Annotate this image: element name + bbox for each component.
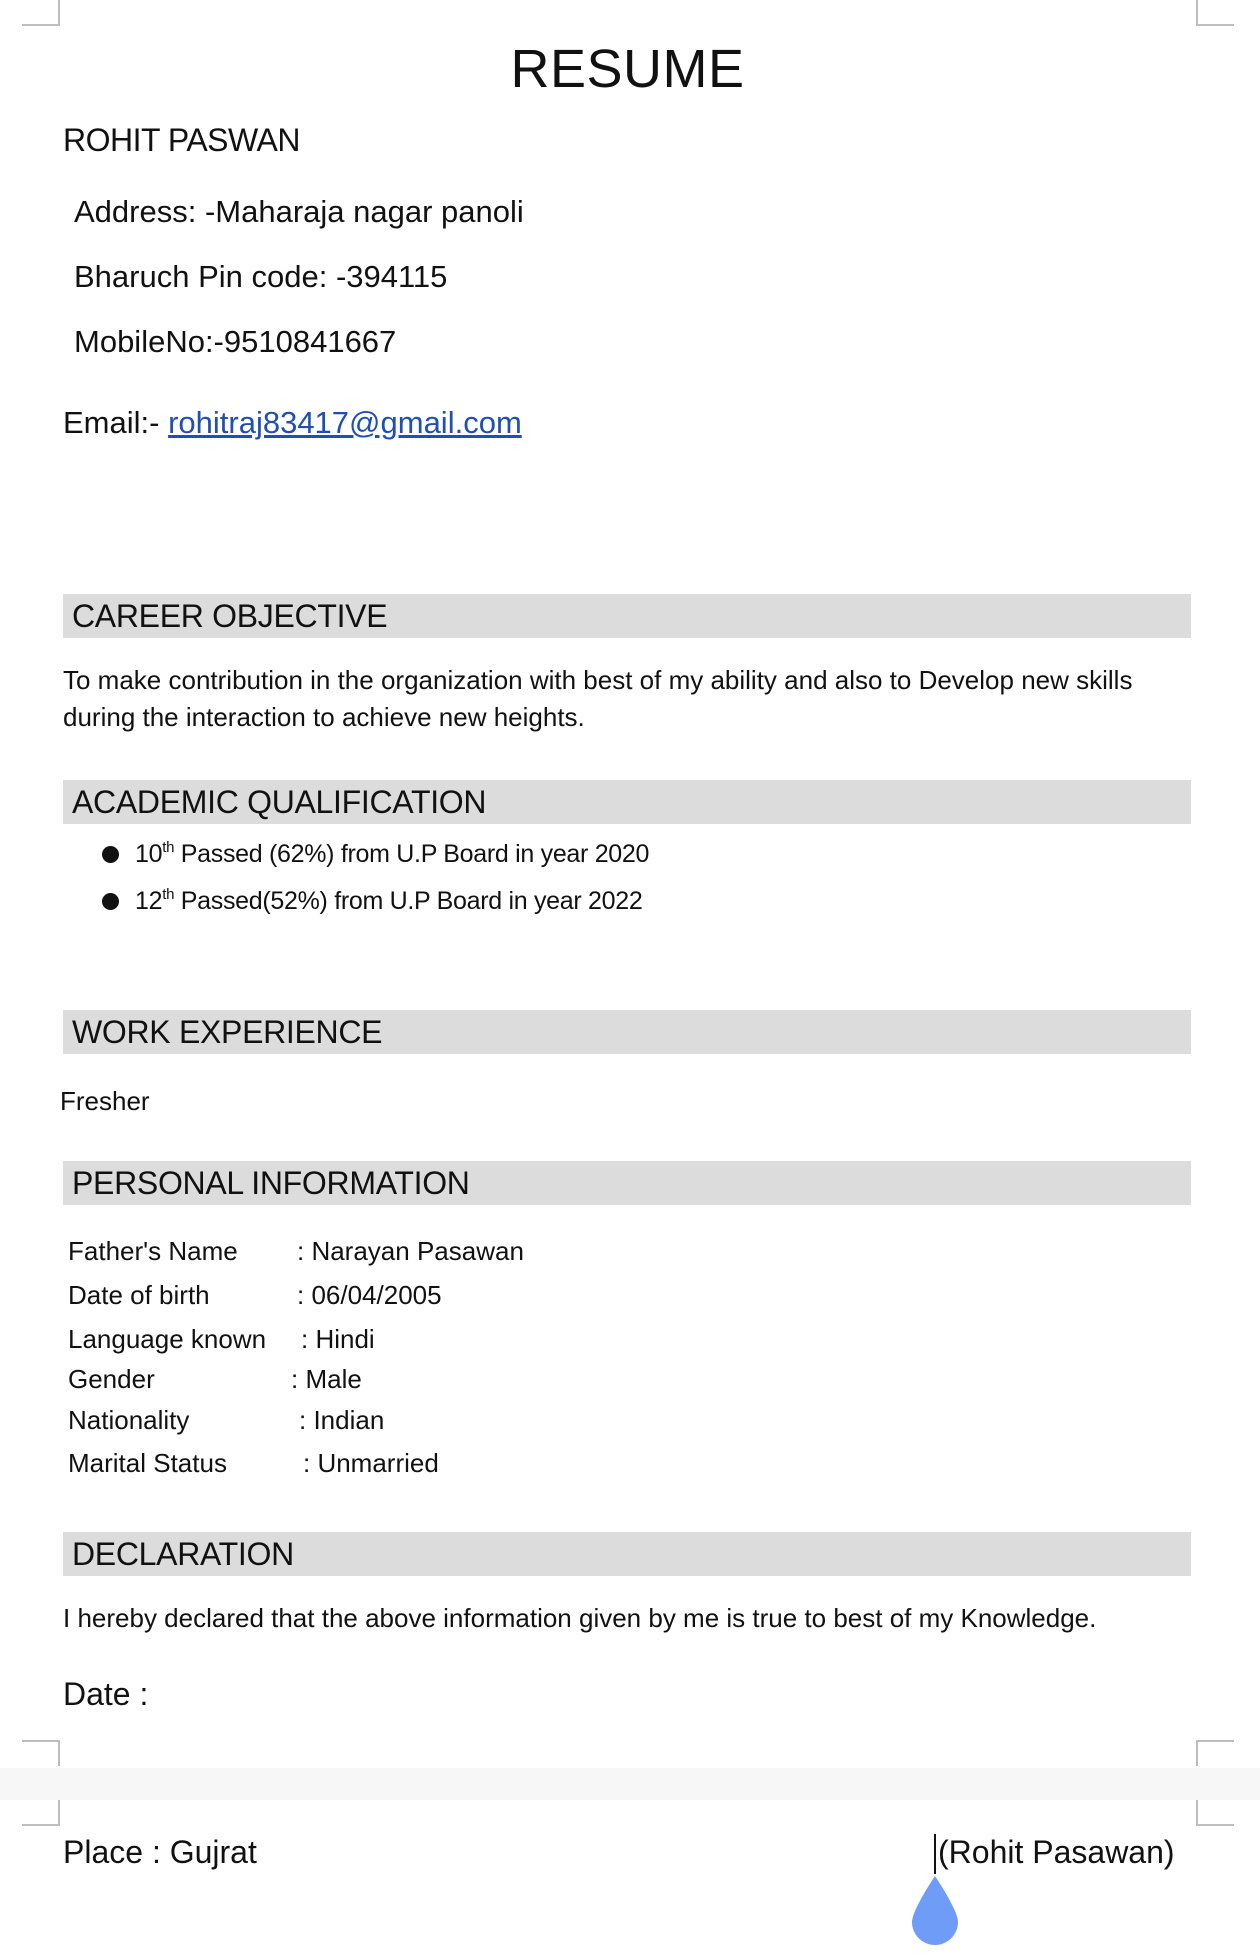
- bullet-point: [102, 846, 119, 863]
- section-title: DECLARATION: [72, 1536, 294, 1572]
- candidate-name: ROHIT PASWAN: [63, 122, 300, 158]
- bullet-point: [102, 893, 119, 910]
- mobile-line: MobileNo:-9510841667: [74, 324, 397, 359]
- personal-info-value: : Indian: [299, 1405, 385, 1435]
- section-header-work-experience: [63, 1010, 1191, 1054]
- work-experience-value: Fresher: [60, 1086, 150, 1116]
- career-objective-line-2: during the interaction to achieve new heights.: [63, 702, 585, 732]
- section-header-declaration: [63, 1532, 1191, 1576]
- date-label: Date :: [63, 1676, 149, 1712]
- personal-info-label: Language known: [68, 1324, 267, 1354]
- personal-info-value: : Unmarried: [303, 1448, 439, 1478]
- section-header-personal-information: [63, 1161, 1191, 1205]
- personal-info-value: : 06/04/2005: [297, 1280, 442, 1310]
- section-header-academic: [63, 780, 1191, 824]
- text-cursor-handle-icon[interactable]: [910, 1874, 960, 1946]
- career-objective-line-1: To make contribution in the organization with best of my ability and also to Develop new skills: [63, 665, 1133, 695]
- page-corner-mark: [1196, 0, 1234, 26]
- personal-info-label: Gender: [68, 1364, 155, 1394]
- declaration-text: I hereby declared that the above information given by me is true to best of my Knowledge.: [63, 1603, 1097, 1633]
- email-line: [63, 405, 522, 441]
- section-title: ACADEMIC QUALIFICATION: [72, 784, 487, 820]
- document-title: RESUME: [510, 39, 745, 99]
- page-corner-mark: [22, 1740, 60, 1766]
- section-title: WORK EXPERIENCE: [72, 1014, 383, 1050]
- page-corner-mark: [22, 1800, 60, 1826]
- city-pin-line: Bharuch Pin code: -394115: [74, 259, 448, 294]
- section-title: CAREER OBJECTIVE: [72, 598, 388, 634]
- personal-info-value: : Male: [291, 1364, 362, 1394]
- signature-name: (Rohit Pasawan): [938, 1834, 1175, 1870]
- personal-info-label: Nationality: [68, 1405, 190, 1435]
- email-link[interactable]: rohitraj83417@gmail.com: [168, 405, 522, 440]
- qualification-item: 10th Passed (62%) from U.P Board in year 2020: [135, 839, 650, 868]
- qualification-item: 12th Passed(52%) from U.P Board in year 2022: [135, 886, 643, 915]
- place-line: Place : Gujrat: [63, 1834, 257, 1870]
- section-header-career-objective: [63, 594, 1191, 638]
- page-corner-mark: [22, 0, 60, 26]
- personal-info-value: : Hindi: [301, 1324, 375, 1354]
- page-corner-mark: [1196, 1740, 1234, 1766]
- page-corner-mark: [1196, 1800, 1234, 1826]
- personal-info-label: Father's Name: [68, 1236, 238, 1266]
- resume-page-2: [0, 1800, 1260, 1960]
- personal-info-label: Date of birth: [68, 1280, 210, 1310]
- email-label: Email:-: [63, 405, 169, 440]
- address-line: Address: -Maharaja nagar panoli: [74, 194, 524, 229]
- text-cursor: [934, 1834, 936, 1874]
- section-title: PERSONAL INFORMATION: [72, 1165, 470, 1201]
- personal-info-value: : Narayan Pasawan: [297, 1236, 524, 1266]
- personal-info-label: Marital Status: [68, 1448, 227, 1478]
